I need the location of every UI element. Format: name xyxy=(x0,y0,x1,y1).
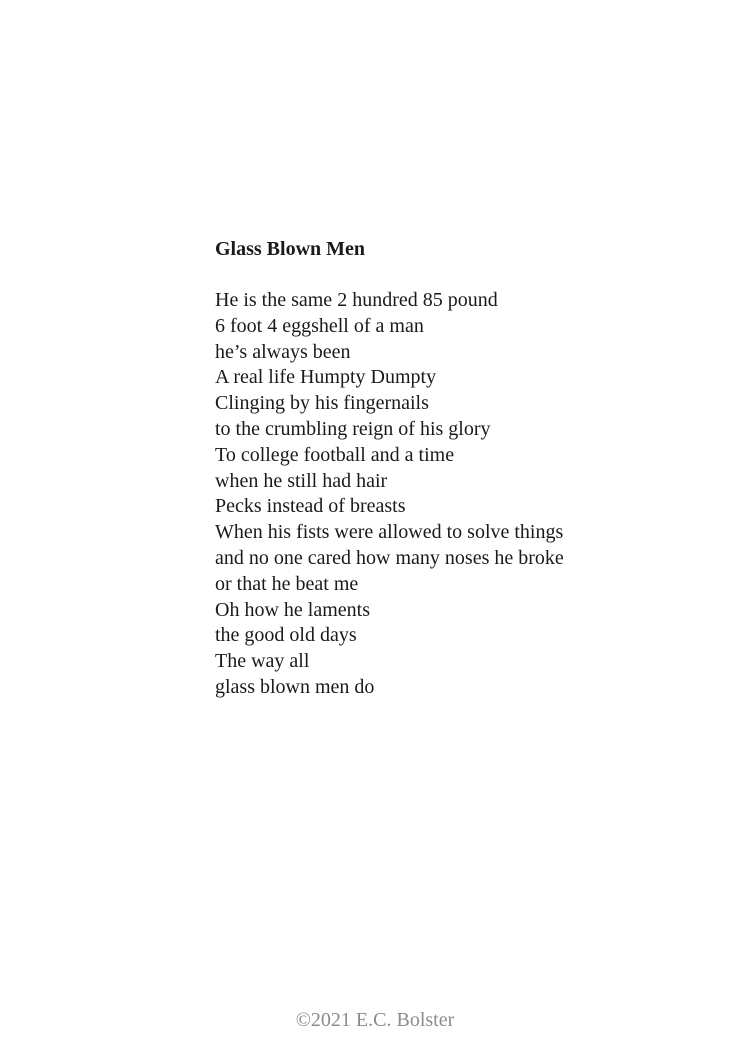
poem-line: Clinging by his fingernails xyxy=(215,392,429,415)
poem xyxy=(215,236,695,698)
poem-line: When his fists were allowed to solve things xyxy=(215,521,564,544)
poem-line: to the crumbling reign of his glory xyxy=(215,417,491,440)
poem-line: and no one cared how many noses he broke xyxy=(215,546,564,569)
poem-line: A real life Humpty Dumpty xyxy=(215,366,437,389)
poem-line: Pecks instead of breasts xyxy=(215,495,406,518)
poem-body xyxy=(215,288,564,701)
poem-line: when he still had hair xyxy=(215,469,388,492)
poem-line: glass blown men do xyxy=(215,675,375,698)
poem-line: 6 foot 4 eggshell of a man xyxy=(215,314,424,337)
poem-line: To college football and a time xyxy=(215,443,455,466)
poem-title: Glass Blown Men xyxy=(215,238,366,260)
poem-line: the good old days xyxy=(215,624,357,647)
poem-line: Oh how he laments xyxy=(215,598,370,621)
poem-line: he’s always been xyxy=(215,340,351,363)
poem-line: He is the same 2 hundred 85 pound xyxy=(215,289,498,311)
poem-line: The way all xyxy=(215,650,310,673)
poem-line: or that he beat me xyxy=(215,572,359,595)
copyright-notice: ©2021 E.C. Bolster xyxy=(295,1009,455,1031)
